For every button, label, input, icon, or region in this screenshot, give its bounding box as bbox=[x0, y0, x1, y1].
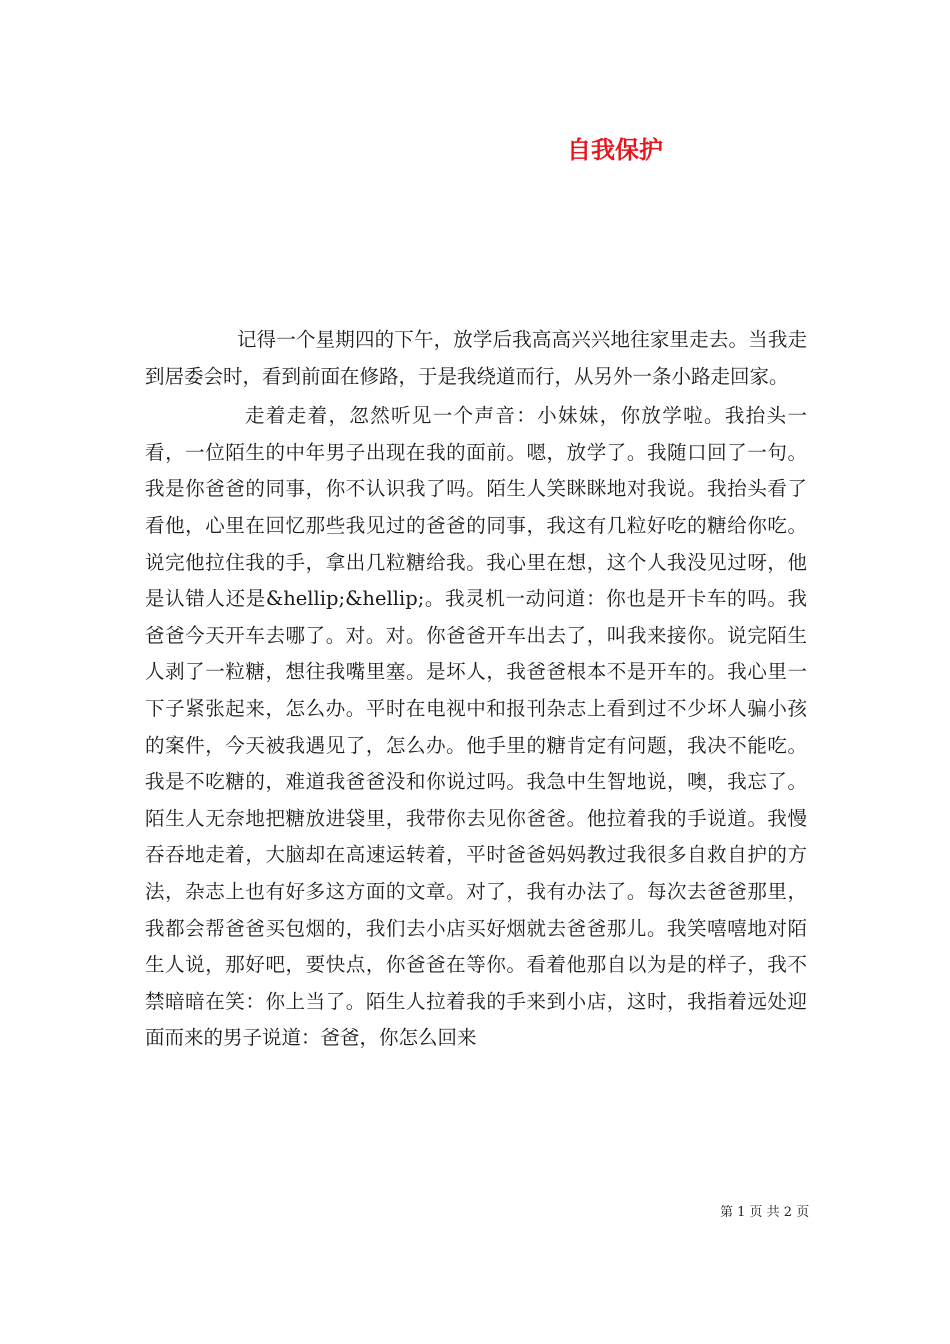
document-title: 自我保护 bbox=[567, 135, 663, 164]
paragraph-2: 走着走着，忽然听见一个声音：小妹妹，你放学啦。我抬头一看，一位陌生的中年男子出现在我的面前。嗯，放学了。我随口回了一句。我是你爸爸的同事，你不认识我了吗。陌生人笑眯眯地对我说。我抬头看了看他，心里在回忆那些我见过的爸爸的同事，我这有几粒好吃的糖给你吃。说完他拉住我的手，拿出几粒糖给我。我心里在想，这个人我没见过呀，他是认错人还是&hellip;&hellip;。我灵机一动问道：你也是开卡车的吗。我爸爸今天开车去哪了。对。对。你爸爸开车出去了，叫我来接你。说完陌生人剥了一粒糖，想往我嘴里塞。是坏人，我爸爸根本不是开车的。我心里一下子紧张起来，怎么办。平时在电视中和报刊杂志上看到过不少坏人骗小孩的案件，今天被我遇见了，怎么办。他手里的糖肯定有问题，我决不能吃。我是不吃糖的，难道我爸爸没和你说过吗。我急中生智地说，噢，我忘了。陌生人无奈地把糖放进袋里，我带你去见你爸爸。他拉着我的手说道。我慢吞吞地走着，大脑却在高速运转着，平时爸爸妈妈教过我很多自救自护的方法，杂志上也有好多这方面的文章。对了，我有办法了。每次去爸爸那里，我都会帮爸爸买包烟的，我们去小店买好烟就去爸爸那儿。我笑嘻嘻地对陌生人说，那好吧，要快点，你爸爸在等你。看着他那自以为是的样子，我不禁暗暗在笑：你上当了。陌生人拉着我的手来到小店，这时，我指着远处迎面而来的男子说道：爸爸，你怎么回来 bbox=[145, 404, 807, 1050]
page-number-footer: 第 1 页 共 2 页 bbox=[720, 1205, 810, 1220]
paragraph-1: 记得一个星期四的下午，放学后我高高兴兴地往家里走去。当我走到居委会时，看到前面在修路，于是我绕道而行，从另外一条小路走回家。 bbox=[145, 328, 807, 388]
document-body bbox=[145, 322, 807, 1060]
